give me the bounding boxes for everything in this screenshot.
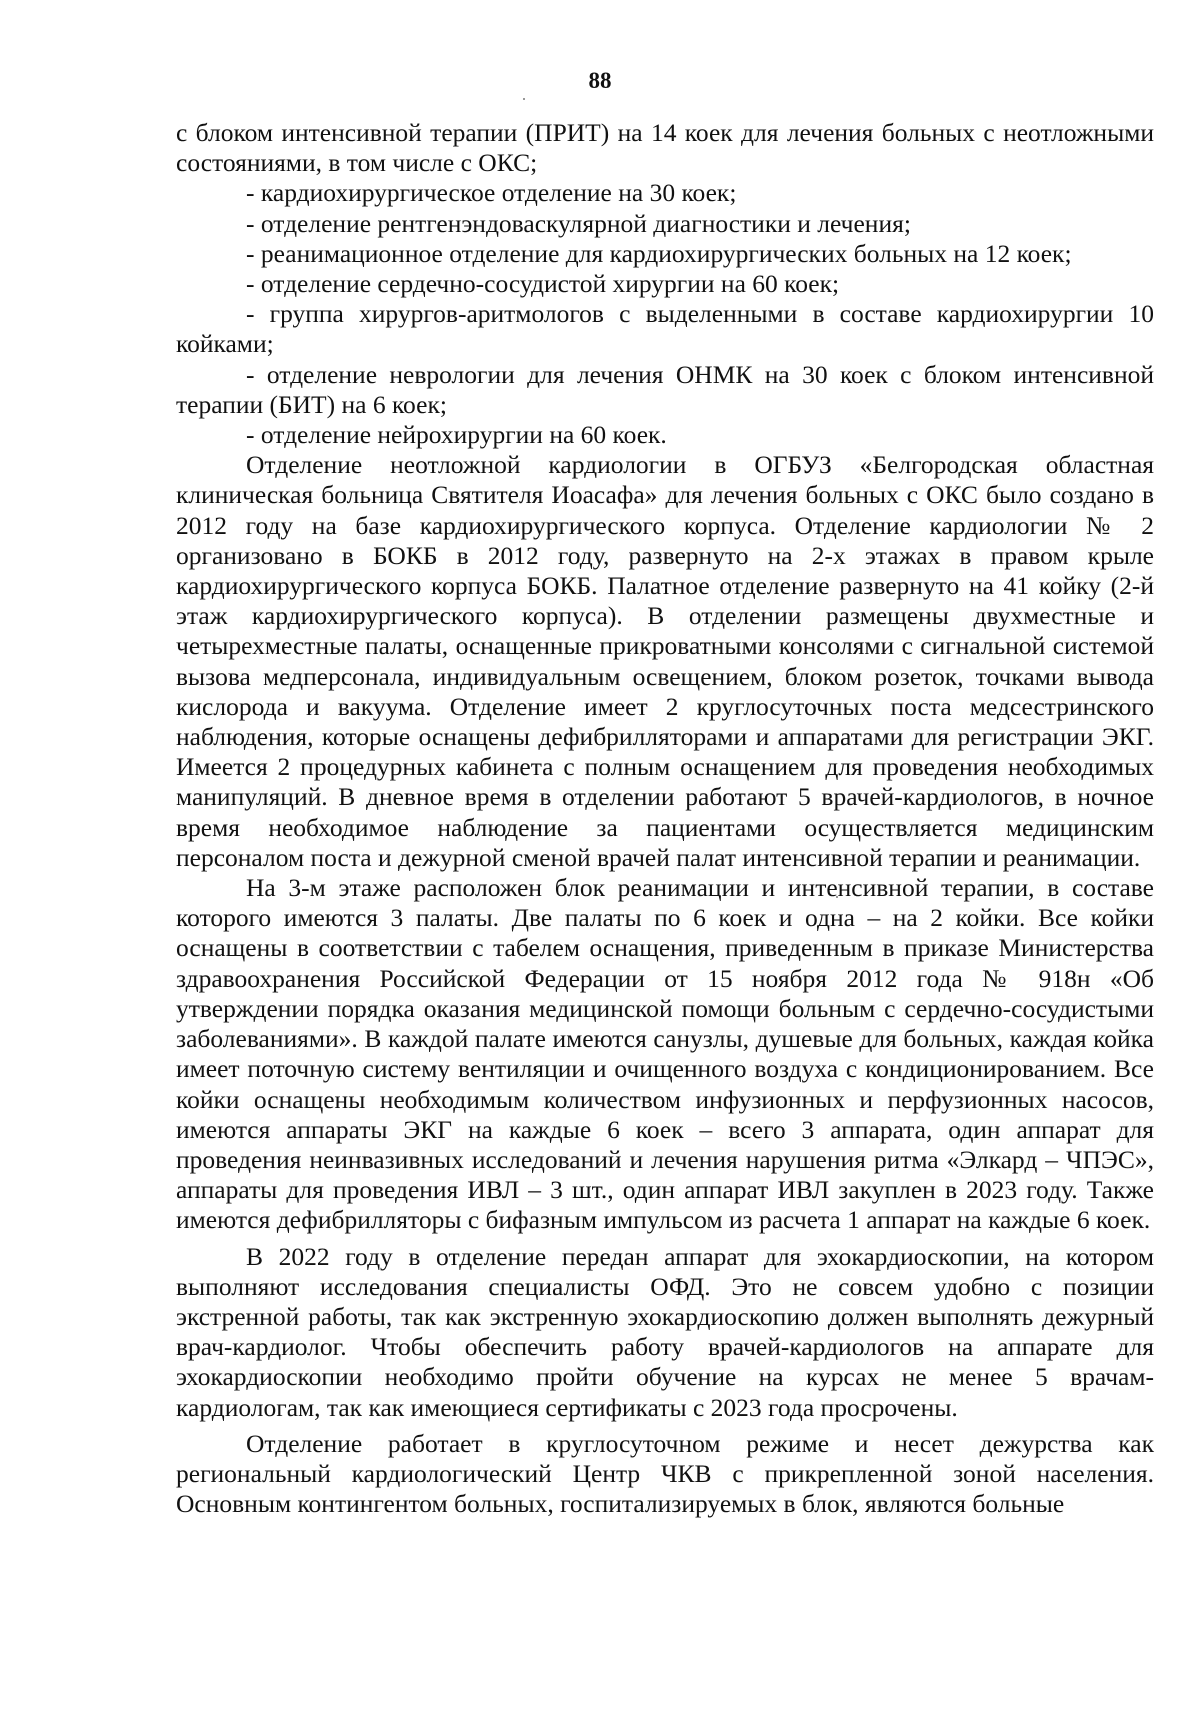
list-item: - кардиохирургическое отделение на 30 коек; <box>246 178 737 208</box>
body-paragraph: Отделение неотложной кардиологии в ОГБУЗ «Белгородская областная клиническая больница Святителя Иоасафа» для лечения больных с ОКС было создано в 2012 году на базе кардиохирургического корпуса. Отделение кардиологии № 2 организовано в БОКБ в 2012 году, развернуто на 2-х этажах в правом крыле кардиохирургического корпуса БОКБ. Палатное отделение развернуто на 41 койку (2-й этаж кардиохирургического корпуса). В отделении размещены двухместные и четырехместные палаты, оснащенные прикроватными консолями с сигнальной системой вызова медперсонала, индивидуальным освещением, блоком розеток, точками вывода кислорода и вакуума. Отделение имеет 2 круглосуточных поста медсестринского наблюдения, которые оснащены дефибрилляторами и аппаратами для регистрации ЭКГ. Имеется 2 процедурных кабинета с полным оснащением для проведения необходимых манипуляций. В дневное время в отделении работают 5 врачей-кардиологов, в ночное время необходимое наблюдение за пациентами осуществляется медицинским персоналом поста и дежурной сменой врачей палат интенсивной терапии и реанимации. <box>176 450 1154 872</box>
body-paragraph: В 2022 году в отделение передан аппарат для эхокардиоскопии, на котором выполняют исследования специалисты ОФД. Это не совсем удобно с позиции экстренной работы, так как экстренную эхокардиоскопию должен выполнять дежурный врач-кардиолог. Чтобы обеспечить работу врачей-кардиологов на аппарате для эхокардиоскопии необходимо пройти обучение на курсах не менее 5 врачам-кардиологам, так как имеющиеся сертификаты с 2023 года просрочены. <box>176 1241 1154 1422</box>
list-item: - отделение неврологии для лечения ОНМК на 30 коек с блоком интенсивной терапии (БИТ) на 6 коек; <box>176 359 1154 419</box>
list-item: - реанимационное отделение для кардиохирургических больных на 12 коек; <box>246 238 1072 268</box>
body-paragraph: На 3-м этаже расположен блок реанимации и интенсивной терапии, в составе которого имеются 3 палаты. Две палаты по 6 коек и одна – на 2 койки. Все койки оснащены в соответствии с табелем оснащения, приведенным в приказе Министерства здравоохранения Российской Федерации от 15 ноября 2012 года № 918н «Об утверждении порядка оказания медицинской помощи больным с сердечно-сосудистыми заболеваниями». В каждой палате имеются санузлы, душевые для больных, каждая койка имеет поточную систему вентиляции и очищенного воздуха с кондиционированием. Все койки оснащены необходимым количеством инфузионных и перфузионных насосов, имеются аппараты ЭКГ на каждые 6 коек – всего 3 аппарата, один аппарат для проведения неинвазивных исследований и лечения нарушения ритма «Элкард – ЧПЭС», аппараты для проведения ИВЛ – 3 шт., один аппарат ИВЛ закуплен в 2023 году. Также имеются дефибрилляторы с бифазным импульсом из расчета 1 аппарат на каждые 6 коек. <box>176 873 1154 1235</box>
body-paragraph: Отделение работает в круглосуточном режиме и несет дежурства как региональный кардиологический Центр ЧКВ с прикрепленной зоной населения. Основным контингентом больных, госпитализируемых в блок, являются больные <box>176 1428 1154 1519</box>
list-item: - группа хирургов-аритмологов с выделенными в составе кардиохирургии 10 койками; <box>176 299 1154 359</box>
list-item: - отделение рентгенэндоваскулярной диагностики и лечения; <box>246 208 911 238</box>
list-item: - отделение нейрохирургии на 60 коек. <box>246 420 667 450</box>
scan-speck <box>523 98 525 100</box>
continued-paragraph: с блоком интенсивной терапии (ПРИТ) на 14 коек для лечения больных с неотложными состояниями, в том числе с ОКС; <box>176 118 1154 178</box>
page-number: 88 <box>588 68 612 93</box>
list-item: - отделение сердечно-сосудистой хирургии на 60 коек; <box>246 269 840 299</box>
document-body <box>176 118 1154 1519</box>
